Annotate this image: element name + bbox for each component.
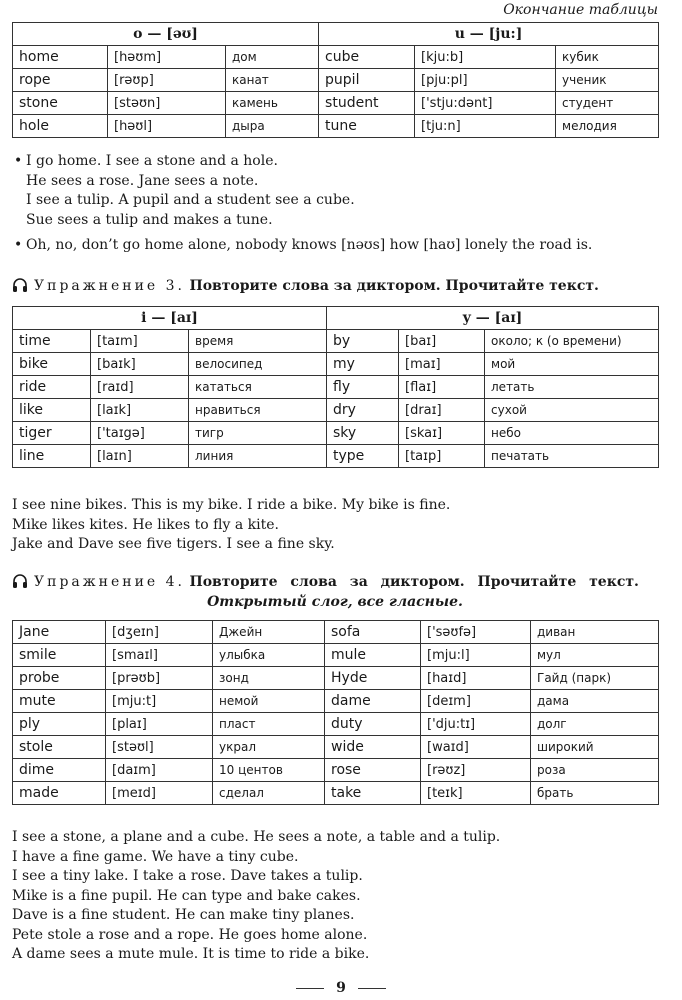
translation-cell: зонд bbox=[213, 667, 325, 690]
translation-cell: украл bbox=[213, 736, 325, 759]
headphones-icon bbox=[12, 574, 28, 588]
transcription-cell: [pju:pl] bbox=[415, 69, 556, 92]
translation-cell: дом bbox=[226, 46, 319, 69]
table-row bbox=[13, 115, 659, 138]
text-line: Jake and Dave see five tigers. I see a fine sky. bbox=[12, 536, 335, 552]
transcription-cell: [rəʊp] bbox=[108, 69, 226, 92]
headphones-icon bbox=[12, 278, 28, 292]
text-line: Mike likes kites. He likes to fly a kite. bbox=[12, 516, 279, 533]
text-line: I see nine bikes. This is my bike. I ride a bike. My bike is fine. bbox=[12, 497, 451, 513]
translation-cell: сухой bbox=[485, 399, 659, 422]
table-continuation-label: Окончание таблицы bbox=[503, 2, 658, 18]
table-row bbox=[13, 46, 659, 69]
table-row bbox=[13, 759, 659, 782]
transcription-cell: [baɪk] bbox=[91, 353, 189, 376]
word-cell: stole bbox=[13, 736, 106, 759]
bullet-dot: • bbox=[14, 153, 23, 169]
word-cell: hole bbox=[13, 115, 108, 138]
word-cell: take bbox=[325, 782, 421, 805]
word-cell: Jane bbox=[13, 621, 106, 644]
text-line: I see a tiny lake. I take a rose. Dave takes a tulip. bbox=[12, 868, 363, 884]
translation-cell: роза bbox=[531, 759, 659, 782]
table-row bbox=[13, 782, 659, 805]
table-row bbox=[13, 644, 659, 667]
table-row bbox=[13, 376, 659, 399]
page-number: 9 bbox=[0, 980, 682, 996]
text-line: Dave is a fine student. He can make tiny planes. bbox=[12, 907, 355, 923]
table-header-row bbox=[13, 307, 659, 330]
transcription-cell: [həʊl] bbox=[108, 115, 226, 138]
transcription-cell: [prəʊb] bbox=[106, 667, 213, 690]
bullet-dot: • bbox=[14, 237, 23, 253]
exercise-label: Упражнение 4. bbox=[34, 574, 186, 590]
column-header-u: u — [ju:] bbox=[319, 23, 659, 46]
reading-text-3 bbox=[12, 828, 672, 965]
translation-cell: брать bbox=[531, 782, 659, 805]
table-row bbox=[13, 713, 659, 736]
transcription-cell: [laɪn] bbox=[91, 445, 189, 468]
transcription-cell: [stəʊl] bbox=[106, 736, 213, 759]
exercise-4-heading bbox=[12, 574, 658, 590]
translation-cell: тигр bbox=[189, 422, 327, 445]
text-line: I have a fine game. We have a tiny cube. bbox=[12, 848, 299, 865]
table-row bbox=[13, 69, 659, 92]
transcription-cell: [haɪd] bbox=[421, 667, 531, 690]
transcription-cell: [taɪp] bbox=[399, 445, 485, 468]
transcription-cell: [daɪm] bbox=[106, 759, 213, 782]
table-header-row bbox=[13, 23, 659, 46]
table-row bbox=[13, 92, 659, 115]
exercise-3-heading bbox=[12, 278, 658, 294]
word-cell: ply bbox=[13, 713, 106, 736]
word-cell: mule bbox=[325, 644, 421, 667]
word-cell: sky bbox=[327, 422, 399, 445]
translation-cell: сделал bbox=[213, 782, 325, 805]
reading-text-1 bbox=[12, 152, 672, 256]
transcription-cell: [meɪd] bbox=[106, 782, 213, 805]
transcription-cell: [draɪ] bbox=[399, 399, 485, 422]
word-cell: rope bbox=[13, 69, 108, 92]
translation-cell: время bbox=[189, 330, 327, 353]
text-line: Sue sees a tulip and makes a tune. bbox=[26, 211, 273, 228]
word-cell: Hyde bbox=[325, 667, 421, 690]
word-cell: cube bbox=[319, 46, 415, 69]
word-cell: tune bbox=[319, 115, 415, 138]
translation-cell: велосипед bbox=[189, 353, 327, 376]
word-cell: bike bbox=[13, 353, 91, 376]
exercise-instruction: Повторите слова за диктором. Прочитайте текст. bbox=[189, 278, 599, 294]
word-cell: pupil bbox=[319, 69, 415, 92]
translation-cell: 10 центов bbox=[213, 759, 325, 782]
exercise-instruction: Повторите слова за диктором. Прочитайте текст. bbox=[189, 574, 639, 590]
table-row bbox=[13, 422, 659, 445]
word-cell: dame bbox=[325, 690, 421, 713]
text-line: He sees a rose. Jane sees a note. bbox=[26, 172, 259, 189]
table-row bbox=[13, 736, 659, 759]
page-number-dash bbox=[358, 988, 386, 989]
translation-cell: студент bbox=[556, 92, 659, 115]
text-line: I see a stone, a plane and a cube. He sees a note, a table and a tulip. bbox=[12, 829, 501, 845]
transcription-cell: [mju:t] bbox=[106, 690, 213, 713]
word-cell: my bbox=[327, 353, 399, 376]
reading-text-2 bbox=[12, 496, 672, 555]
table-row bbox=[13, 445, 659, 468]
transcription-cell: [kju:b] bbox=[415, 46, 556, 69]
word-cell: student bbox=[319, 92, 415, 115]
transcription-cell: [smaɪl] bbox=[106, 644, 213, 667]
transcription-cell: [skaɪ] bbox=[399, 422, 485, 445]
translation-cell: мелодия bbox=[556, 115, 659, 138]
table-i-y-vowels bbox=[12, 306, 659, 468]
transcription-cell: [waɪd] bbox=[421, 736, 531, 759]
translation-cell: канат bbox=[226, 69, 319, 92]
table-row bbox=[13, 690, 659, 713]
transcription-cell: [dʒeɪn] bbox=[106, 621, 213, 644]
translation-cell: нравиться bbox=[189, 399, 327, 422]
transcription-cell: [həʊm] bbox=[108, 46, 226, 69]
translation-cell: летать bbox=[485, 376, 659, 399]
word-cell: smile bbox=[13, 644, 106, 667]
column-header-o: o — [əʊ] bbox=[13, 23, 319, 46]
translation-cell: печатать bbox=[485, 445, 659, 468]
table-row bbox=[13, 667, 659, 690]
translation-cell: диван bbox=[531, 621, 659, 644]
translation-cell: улыбка bbox=[213, 644, 325, 667]
table-row bbox=[13, 353, 659, 376]
word-cell: home bbox=[13, 46, 108, 69]
translation-cell: ученик bbox=[556, 69, 659, 92]
table-row bbox=[13, 399, 659, 422]
page-number-dash bbox=[296, 988, 324, 989]
word-cell: made bbox=[13, 782, 106, 805]
translation-cell: немой bbox=[213, 690, 325, 713]
transcription-cell: [mju:l] bbox=[421, 644, 531, 667]
transcription-cell: [plaɪ] bbox=[106, 713, 213, 736]
word-cell: time bbox=[13, 330, 91, 353]
text-line: Pete stole a rose and a rope. He goes home alone. bbox=[12, 926, 368, 943]
word-cell: fly bbox=[327, 376, 399, 399]
transcription-cell: [raɪd] bbox=[91, 376, 189, 399]
table-row bbox=[13, 330, 659, 353]
transcription-cell: [tju:n] bbox=[415, 115, 556, 138]
word-cell: by bbox=[327, 330, 399, 353]
word-cell: rose bbox=[325, 759, 421, 782]
translation-cell: мул bbox=[531, 644, 659, 667]
translation-cell: кататься bbox=[189, 376, 327, 399]
column-header-y: y — [aɪ] bbox=[327, 307, 659, 330]
word-cell: like bbox=[13, 399, 91, 422]
transcription-cell: [laɪk] bbox=[91, 399, 189, 422]
transcription-cell: ['dju:tɪ] bbox=[421, 713, 531, 736]
transcription-cell: [flaɪ] bbox=[399, 376, 485, 399]
translation-cell: около; к (о времени) bbox=[485, 330, 659, 353]
word-cell: probe bbox=[13, 667, 106, 690]
transcription-cell: ['səʊfə] bbox=[421, 621, 531, 644]
table-row bbox=[13, 621, 659, 644]
word-cell: mute bbox=[13, 690, 106, 713]
translation-cell: мой bbox=[485, 353, 659, 376]
word-cell: stone bbox=[13, 92, 108, 115]
text-line: A dame sees a mute mule. It is time to ride a bike. bbox=[12, 946, 370, 962]
transcription-cell: ['taɪgə] bbox=[91, 422, 189, 445]
translation-cell: Джейн bbox=[213, 621, 325, 644]
word-cell: line bbox=[13, 445, 91, 468]
table-open-syllable bbox=[12, 620, 659, 805]
translation-cell: долг bbox=[531, 713, 659, 736]
translation-cell: дыра bbox=[226, 115, 319, 138]
text-line: • I go home. I see a stone and a hole. bbox=[12, 152, 672, 172]
word-cell: ride bbox=[13, 376, 91, 399]
word-cell: type bbox=[327, 445, 399, 468]
translation-cell: небо bbox=[485, 422, 659, 445]
transcription-cell: [stəʊn] bbox=[108, 92, 226, 115]
table-o-u-vowels bbox=[12, 22, 659, 138]
transcription-cell: [deɪm] bbox=[421, 690, 531, 713]
word-cell: dry bbox=[327, 399, 399, 422]
transcription-cell: [taɪm] bbox=[91, 330, 189, 353]
text-line: I see a tulip. A pupil and a student see a cube. bbox=[26, 192, 355, 208]
transcription-cell: [baɪ] bbox=[399, 330, 485, 353]
text-line: • Oh, no, don’t go home alone, nobody knows [nəʊs] how [haʊ] lonely the road is. bbox=[12, 236, 672, 256]
word-cell: duty bbox=[325, 713, 421, 736]
exercise-label: Упражнение 3. bbox=[34, 278, 186, 294]
translation-cell: широкий bbox=[531, 736, 659, 759]
translation-cell: камень bbox=[226, 92, 319, 115]
column-header-i: i — [aɪ] bbox=[13, 307, 327, 330]
translation-cell: кубик bbox=[556, 46, 659, 69]
translation-cell: пласт bbox=[213, 713, 325, 736]
transcription-cell: [maɪ] bbox=[399, 353, 485, 376]
word-cell: sofa bbox=[325, 621, 421, 644]
translation-cell: линия bbox=[189, 445, 327, 468]
word-cell: tiger bbox=[13, 422, 91, 445]
translation-cell: дама bbox=[531, 690, 659, 713]
word-cell: wide bbox=[325, 736, 421, 759]
translation-cell: Гайд (парк) bbox=[531, 667, 659, 690]
transcription-cell: [rəʊz] bbox=[421, 759, 531, 782]
text-line: Mike is a fine pupil. He can type and bake cakes. bbox=[12, 887, 361, 904]
transcription-cell: [teɪk] bbox=[421, 782, 531, 805]
exercise-4-subheading: Открытый слог, все гласные. bbox=[207, 594, 463, 610]
word-cell: dime bbox=[13, 759, 106, 782]
transcription-cell: ['stju:dənt] bbox=[415, 92, 556, 115]
